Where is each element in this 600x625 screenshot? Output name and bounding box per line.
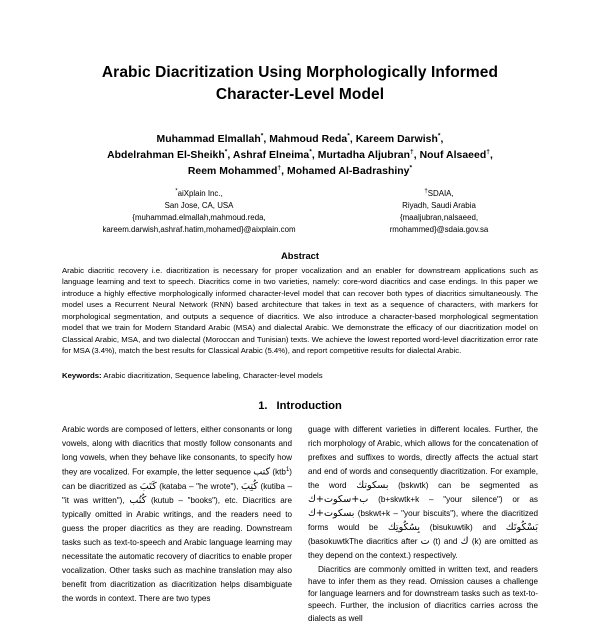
affiliation-email: kareem.darwish,ashraf.hatim,mohamed}@aixplain.com — [102, 225, 296, 235]
affiliation-email: {muhammad.elmallah,mahmoud.reda, — [132, 213, 266, 223]
keywords-line — [62, 370, 538, 381]
arabic-text: ك — [460, 535, 469, 547]
arabic-text: كُتِبَ — [240, 480, 258, 492]
body-columns — [62, 423, 538, 625]
section-heading-introduction — [62, 400, 538, 412]
arabic-text: ب+سكوت+ك — [308, 493, 369, 505]
author-line: Muhammad Elmallah*, Mahmoud Reda*, Kareem Darwish*, — [156, 132, 444, 145]
affiliation-marker: † — [424, 188, 428, 195]
arabic-text: بَسْكُوتَك — [505, 521, 538, 533]
abstract-body — [62, 265, 538, 357]
author-affiliation-marker: * — [309, 148, 312, 156]
author-affiliation-marker: * — [260, 132, 264, 140]
author-name: Abdelrahman El-Sheikh — [107, 149, 225, 161]
author-affiliation-marker: † — [486, 148, 490, 156]
author-name: Ashraf Elneima — [232, 149, 310, 161]
author-name: Muhammad Elmallah — [156, 134, 261, 145]
title-line-1: Arabic Diacritization Using Morphologically Informed — [101, 64, 499, 81]
footnote-marker: 1 — [285, 467, 290, 474]
author-affiliation-marker: * — [224, 148, 228, 156]
affiliation-location: Riyadh, Saudi Arabia — [402, 201, 476, 211]
affiliation-org: †SDAIA, — [424, 188, 454, 199]
author-name: Mohamed Al-Badrashiny — [287, 165, 410, 177]
author-affiliation-marker: * — [409, 164, 413, 172]
author-affiliation-marker: † — [410, 148, 414, 156]
author-affiliation-marker: * — [347, 132, 350, 140]
keywords-label: Keywords: — [62, 370, 102, 380]
abstract-heading: Abstract — [280, 249, 320, 261]
affiliation-location: San Jose, CA, USA — [164, 201, 234, 211]
arabic-text: ت — [420, 535, 430, 547]
title-line-2: Character-Level Model — [215, 86, 385, 103]
affiliation-marker: * — [175, 188, 178, 195]
author-affiliation-marker: * — [437, 132, 441, 140]
author-name: Kareem Darwish — [355, 134, 438, 145]
abstract-text: Arabic diacritic recovery i.e. diacritization is necessary for proper vocalization and an enabler for downstream applications such as language learning and text to speech. Diacritics come in two varieties, namely: core-word diacritics and case endings. In this paper we introduce a highly effective morphologically informed character-level model that can recover both types of diacritics simultaneously. The model uses a Recurrent Neural Network (RNN) based architecture that takes in text as a sequence of characters, with markers for morphological segmentation, and outputs a sequence of diacritics. We also introduce a character-based morphological segmentation model that we train for Modern Standard Arabic (MSA) and dialectal Arabic. We demonstrate the efficacy of our diacritization model on Classical Arabic, MSA, and two dialectal (Moroccan and Tunisian) texts. We achieve the lowest reported word-level diacritization error rate for MSA (3.4%), match the best results for Classical Arabic (5.4%), and report competitive results for dialectal Arabic. — [62, 265, 538, 356]
affiliation-email: rmohammed}@sdaia.gov.sa — [389, 225, 489, 235]
arabic-text: بسكوت+ك — [308, 507, 355, 519]
keywords-value: Arabic diacritization, Sequence labeling, Character-level models — [103, 370, 323, 380]
author-name: Murtadha Aljubran — [317, 149, 411, 161]
section-number: 1. — [258, 400, 268, 413]
author-name: Nouf Alsaeed — [419, 149, 487, 161]
affiliation-org: *aiXplain Inc., — [175, 188, 223, 199]
author-line: Abdelrahman El-Sheikh*, Ashraf Elneima*, Murtadha Aljubran†, Nouf Alsaeed†, — [107, 148, 493, 161]
arabic-text: كَتَبَ — [139, 480, 157, 492]
author-line: Reem Mohammed†, Mohamed Al-Badrashiny* — [187, 164, 413, 177]
author-affiliation-marker: † — [277, 164, 282, 172]
body-paragraph: Diacritics are commonly omitted in written text, and readers have to infer them as they read. Omission causes a challenge for language learners and for downstream tasks such as text-to-speech. Further, the inclusion of diacritics carries across the dialects as well — [308, 564, 538, 623]
body-paragraph: guage with different varieties in different locales. Further, the rich morphology of Arabic, which allows for the concatenation of prefixes and suffixes to words, directly affects the actual start and end of words and consequently diacritization. For example, the word بسكوتك (bskwtk) can be segmented as ب+سكوت+ك (b+skwtk+k – "your silence") or as بسكوت+ك (bskwt+k – "your biscuits"), where the diacritized forms would be بِسُكُوتِك (bisukuwtik) and بَسْكُوتَك (basokuwtkThe diacritics after ت (t) and ك (k) are omitted as they depend on the context.) respectively. — [308, 424, 539, 560]
section-title: Introduction — [276, 400, 342, 413]
affiliation-sdaia — [344, 188, 534, 235]
author-name: Reem Mohammed — [187, 165, 278, 177]
page-title — [62, 62, 538, 106]
arabic-text: بسكوتك — [356, 479, 389, 491]
arabic-text: بِسُكُوتِك — [387, 521, 421, 533]
arabic-text: كُتُب — [129, 494, 147, 506]
affiliation-aixplain — [64, 188, 334, 235]
author-list — [62, 132, 538, 179]
body-column-left — [62, 423, 292, 606]
body-paragraph: Arabic words are composed of letters, either consonants or long vowels, along with diacritics that mostly follow consonants and long vowels, when they behave like consonants, to specify how they are vocalized. For example, the letter sequence كتب (ktb$^1$) can be diacritized as كَتَبَ (kataba – "he wrote"), كُتِبَ (kutiba – "it was written"), كُتُب (kutub – "books"), etc. Diacritics are typically omitted in Arabic writings, and the readers need to guess the proper diacritics as they are reading. Downstream tasks such as text-to-speech and Arabic language learning may necessitate the automatic recovery of diacritics to enable proper vocalization. Other tasks such as machine translation may also benefit from diacritization as diacritization helps disambiguate the words in context. There are two types — [62, 425, 293, 604]
arabic-text: كتب — [253, 466, 271, 478]
affiliation-email: {maaljubran,nalsaeed, — [399, 213, 479, 223]
body-column-right — [308, 423, 538, 625]
affiliation-block — [62, 188, 538, 235]
author-name: Mahmoud Reda — [269, 134, 348, 145]
